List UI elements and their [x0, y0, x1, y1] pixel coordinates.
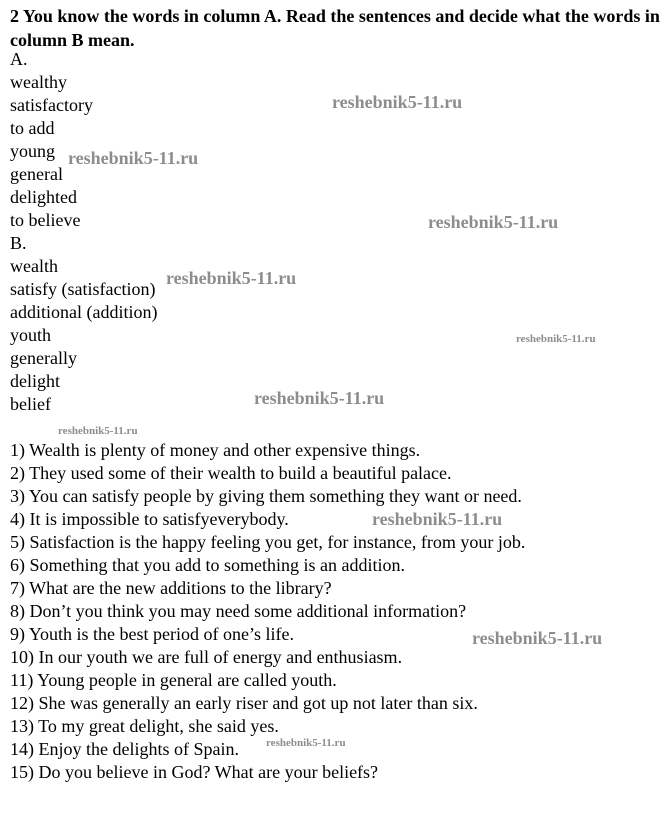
watermark: reshebnik5-11.ru — [58, 425, 138, 437]
watermark: reshebnik5-11.ru — [516, 333, 596, 345]
sentence-line: 10) In our youth we are full of energy and enthusiasm. — [10, 647, 403, 667]
watermark: reshebnik5-11.ru — [266, 737, 346, 749]
sentence-line: 9) Youth is the best period of one’s life. — [10, 624, 294, 644]
sentence-line: 2) They used some of their wealth to build a beautiful palace. — [10, 463, 452, 483]
sentence-line: 15) Do you believe in God? What are your beliefs? — [10, 762, 379, 782]
sentence-line: 3) You can satisfy people by giving them something they want or need. — [10, 486, 522, 506]
column-a-word: delighted — [10, 187, 77, 207]
column-b-word: youth — [10, 325, 52, 345]
column-b-word: belief — [10, 394, 51, 414]
watermark: reshebnik5-11.ru — [68, 148, 199, 168]
sentence-line: 1) Wealth is plenty of money and other expensive things. — [10, 440, 421, 460]
watermark: reshebnik5-11.ru — [254, 388, 385, 408]
column-a-word: wealthy — [10, 72, 67, 92]
column-b-word: generally — [10, 348, 77, 368]
column-a-word: to believe — [10, 210, 81, 230]
column-b-word: delight — [10, 371, 60, 391]
column-b-word: satisfy (satisfaction) — [10, 279, 156, 299]
column-b-heading: B. — [10, 233, 27, 253]
exercise-title: 2 You know the words in column A. Read the sentences and decide what the words in column B mean. — [10, 6, 660, 50]
column-a-word: to add — [10, 118, 55, 138]
sentence-line: 8) Don’t you think you may need some additional information? — [10, 601, 467, 621]
column-a-word: young — [10, 141, 55, 161]
watermark: reshebnik5-11.ru — [166, 268, 297, 288]
column-a-heading: A. — [10, 49, 28, 69]
column-a-word: general — [10, 164, 63, 184]
column-b-word: additional (addition) — [10, 302, 158, 322]
watermark: reshebnik5-11.ru — [372, 509, 503, 529]
sentence-line: 14) Enjoy the delights of Spain. — [10, 739, 239, 759]
sentence-line: 5) Satisfaction is the happy feeling you get, for instance, from your job. — [10, 532, 526, 552]
sentence-line: 11) Young people in general are called youth. — [10, 670, 337, 690]
sentence-line: 4) It is impossible to satisfyeverybody. — [10, 509, 289, 529]
watermark: reshebnik5-11.ru — [472, 628, 603, 648]
sentence-line: 13) To my great delight, she said yes. — [10, 716, 279, 736]
column-b-word: wealth — [10, 256, 58, 276]
sentence-line: 7) What are the new additions to the library? — [10, 578, 332, 598]
watermark: reshebnik5-11.ru — [332, 92, 463, 112]
watermark: reshebnik5-11.ru — [428, 212, 559, 232]
column-a-word: satisfactory — [10, 95, 93, 115]
sentence-line: 12) She was generally an early riser and got up not later than six. — [10, 693, 478, 713]
sentence-line: 6) Something that you add to something is an addition. — [10, 555, 405, 575]
